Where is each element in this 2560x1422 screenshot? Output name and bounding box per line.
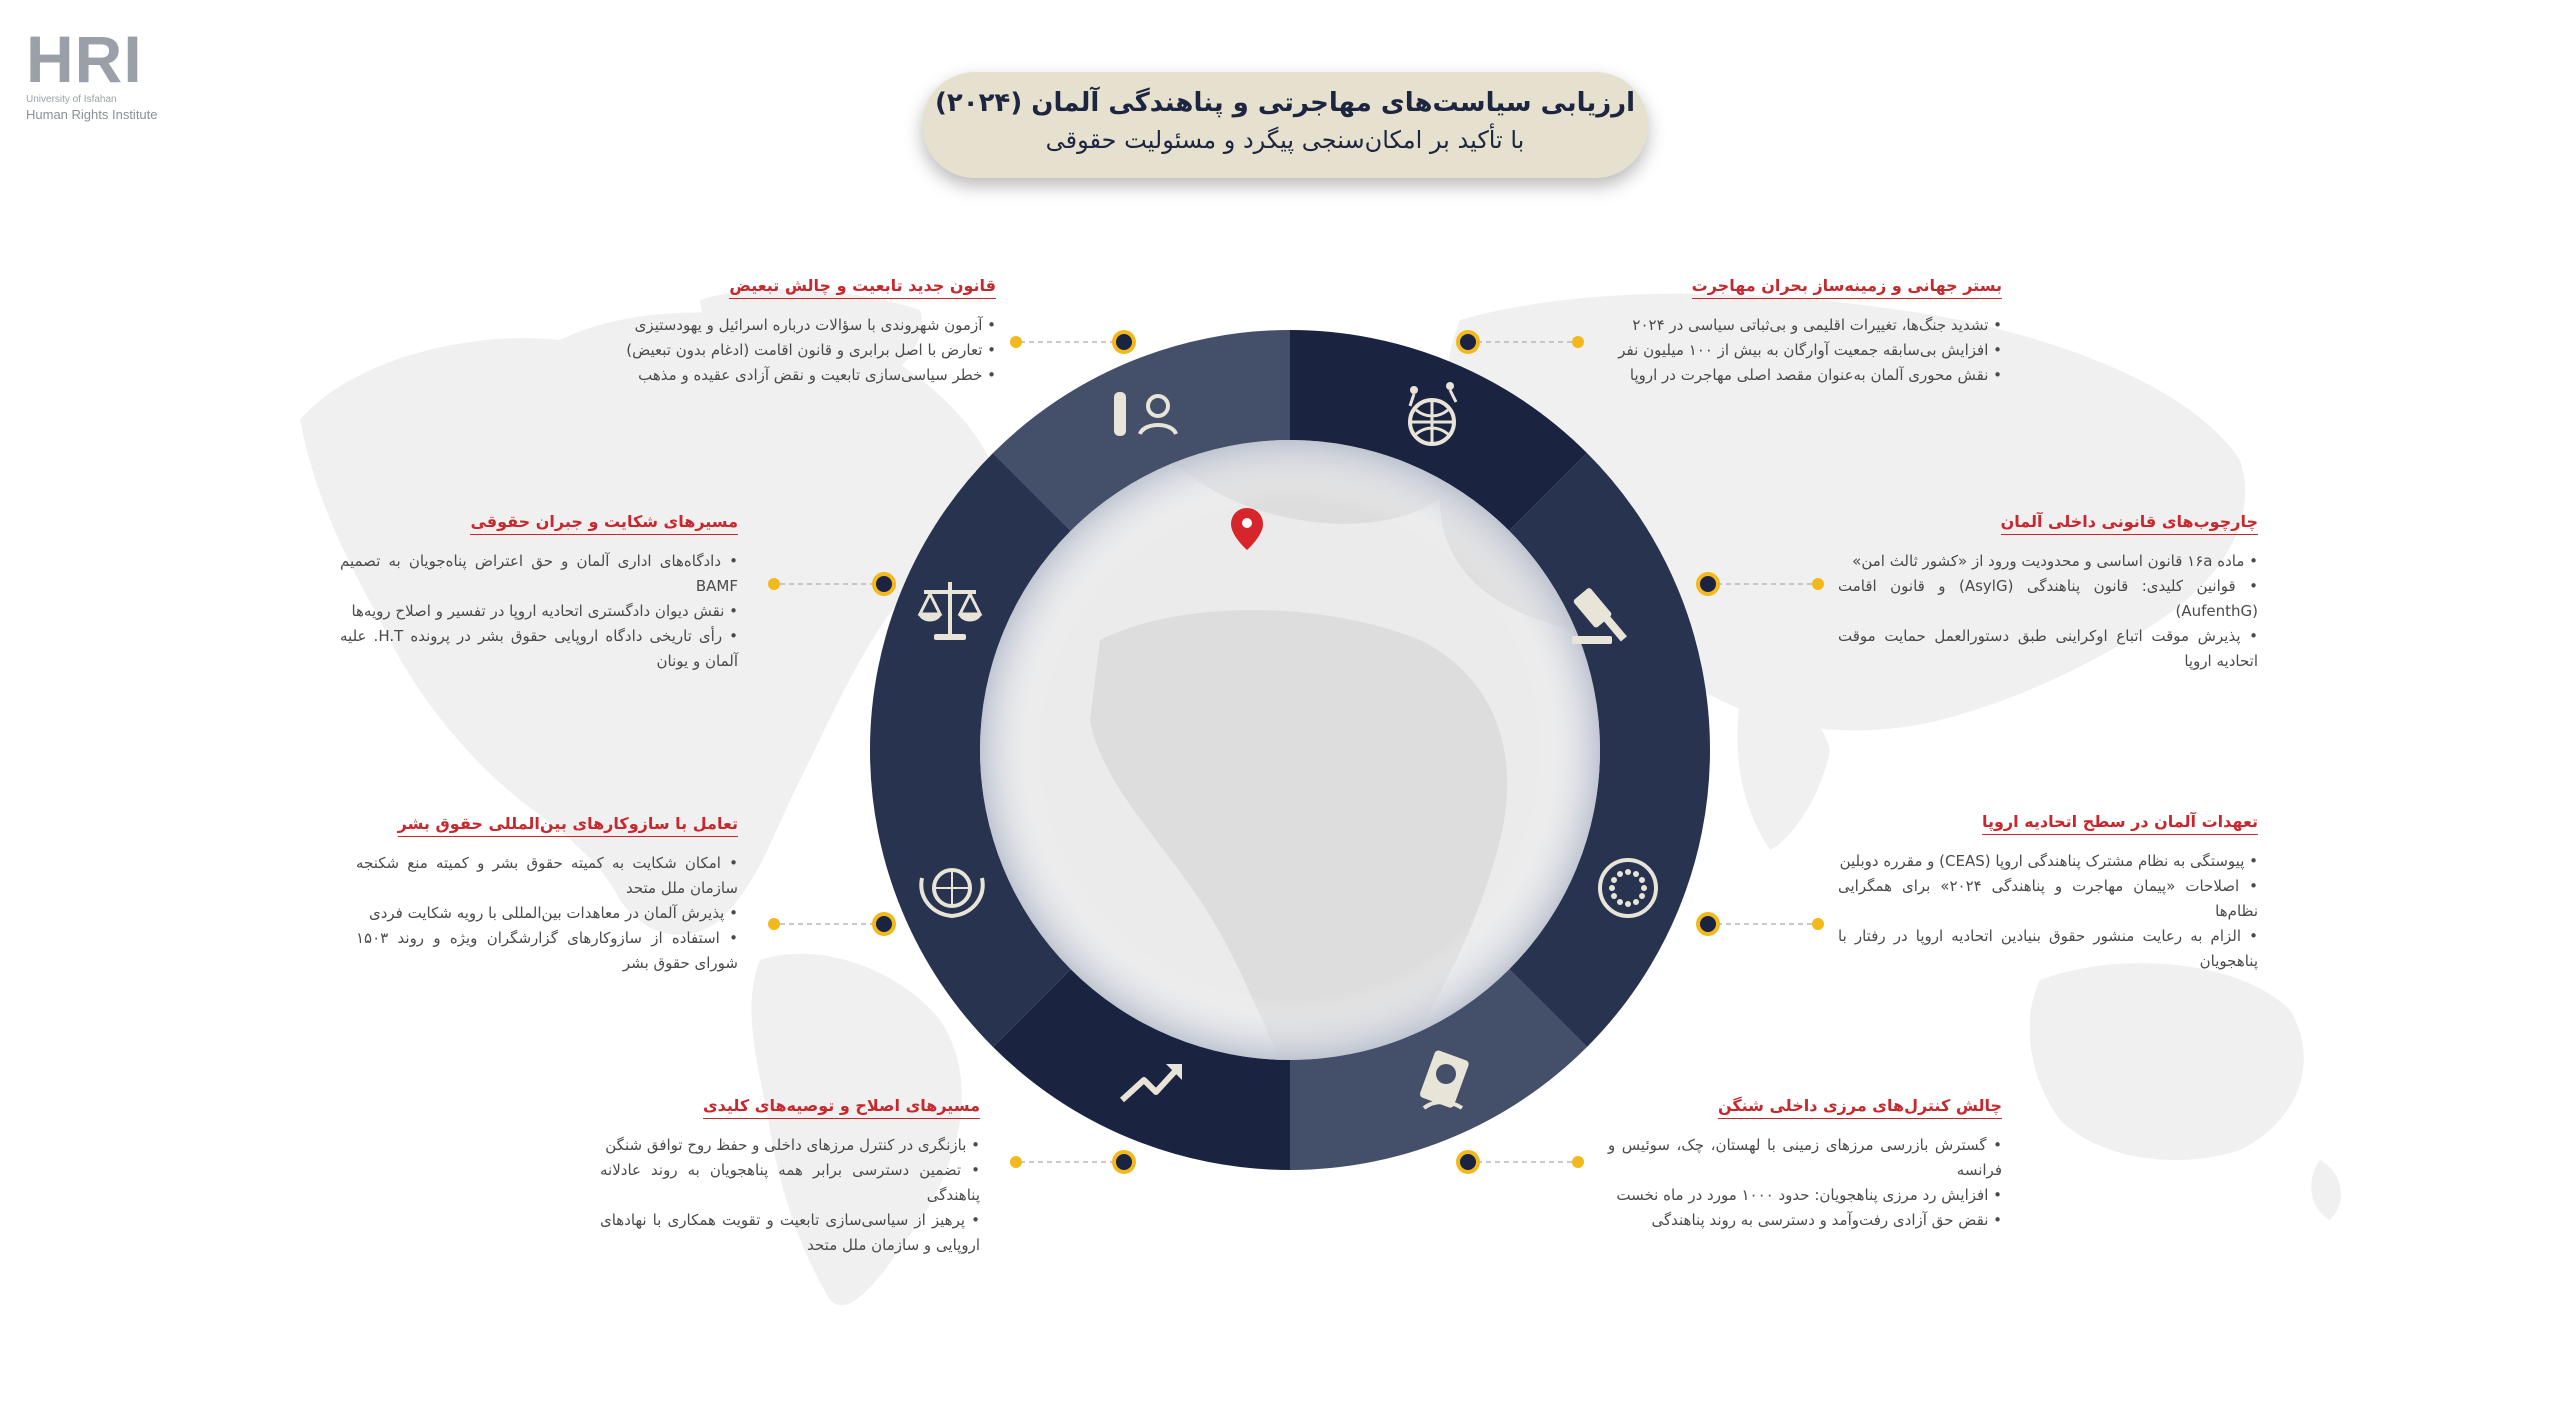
list-item: • ماده ۱۶a قانون اساسی و محدودیت ورود از «کشور ثالث امن» bbox=[1838, 549, 2258, 574]
title-banner bbox=[922, 72, 1648, 178]
block-eu-commitments bbox=[1838, 812, 2258, 974]
block-list bbox=[356, 851, 738, 976]
list-item: • تضمین دسترسی برابر همه پناهجویان به روند عادلانه پناهندگی bbox=[600, 1158, 980, 1208]
block-citizenship-law bbox=[604, 276, 996, 388]
nz-shape bbox=[2311, 1160, 2341, 1220]
list-item: • الزام به رعایت منشور حقوق بنیادین اتحادیه اروپا در رفتار با پناهجویان bbox=[1838, 924, 2258, 974]
list-item: • تعارض با اصل برابری و قانون اقامت (ادغام بدون تبعیض) bbox=[604, 338, 996, 363]
list-item: • پیوستگی به نظام مشترک پناهندگی اروپا (CEAS) و مقرره دوبلین bbox=[1838, 849, 2258, 874]
institute-logo bbox=[26, 22, 186, 136]
list-item: • نقض حق آزادی رفت‌وآمد و دسترسی به روند پناهندگی bbox=[1608, 1208, 2002, 1233]
block-list bbox=[340, 549, 738, 674]
central-ring-diagram bbox=[860, 320, 1720, 1180]
block-title: قانون جدید تابعیت و چالش تبعیض bbox=[729, 276, 996, 299]
list-item: • افزایش رد مرزی پناهجویان: حدود ۱۰۰۰ مورد در ماه نخست bbox=[1608, 1183, 2002, 1208]
block-list bbox=[600, 1133, 980, 1258]
list-item: • اصلاحات «پیمان مهاجرت و پناهندگی ۲۰۲۴» برای همگرایی نظام‌ها bbox=[1838, 874, 2258, 924]
block-global-context bbox=[1578, 276, 2002, 388]
block-international-mechanisms bbox=[356, 814, 738, 976]
list-item: • افزایش بی‌سابقه جمعیت آوارگان به بیش از ۱۰۰ میلیون نفر bbox=[1578, 338, 2002, 363]
logo-mark: HRI bbox=[26, 22, 143, 96]
list-item: • آزمون شهروندی با سؤالات درباره اسرائیل و یهودستیزی bbox=[604, 313, 996, 338]
block-reform-paths bbox=[600, 1096, 980, 1258]
block-list bbox=[604, 313, 996, 388]
page-subtitle: با تأکید بر امکان‌سنجی پیگرد و مسئولیت حقوقی bbox=[1045, 126, 1525, 154]
block-legal-frameworks bbox=[1838, 512, 2258, 674]
australia-shape bbox=[2030, 963, 2304, 1160]
list-item: • قوانین کلیدی: قانون پناهندگی (AsylG) و قانون اقامت (AufenthG) bbox=[1838, 574, 2258, 624]
list-item: • استفاده از سازوکارهای گزارشگران ویژه و روند ۱۵۰۳ شورای حقوق بشر bbox=[356, 926, 738, 976]
block-title: مسیرهای اصلاح و توصیه‌های کلیدی bbox=[703, 1096, 980, 1119]
list-item: • پرهیز از سیاسی‌سازی تابعیت و تقویت همکاری با نهادهای اروپایی و سازمان ملل متحد bbox=[600, 1208, 980, 1258]
list-item: • تشدید جنگ‌ها، تغییرات اقلیمی و بی‌ثباتی سیاسی در ۲۰۲۴ bbox=[1578, 313, 2002, 338]
list-item: • امکان شکایت به کمیته حقوق بشر و کمیته منع شکنجه سازمان ملل متحد bbox=[356, 851, 738, 901]
list-item: • بازنگری در کنترل مرزهای داخلی و حفظ روح توافق شنگن bbox=[600, 1133, 980, 1158]
block-title: چارچوب‌های قانونی داخلی آلمان bbox=[2001, 512, 2258, 535]
list-item: • گسترش بازرسی مرزهای زمینی با لهستان، چک، سوئیس و فرانسه bbox=[1608, 1133, 2002, 1183]
block-list bbox=[1608, 1133, 2002, 1233]
block-complaint-paths bbox=[340, 512, 738, 674]
block-title: مسیرهای شکایت و جبران حقوقی bbox=[470, 512, 738, 535]
block-title: چالش کنترل‌های مرزی داخلی شنگن bbox=[1718, 1096, 2002, 1119]
block-title: تعامل با سازوکارهای بین‌المللی حقوق بشر bbox=[398, 814, 738, 837]
block-title: بستر جهانی و زمینه‌ساز بحران مهاجرت bbox=[1692, 276, 2002, 299]
list-item: • پذیرش آلمان در معاهدات بین‌المللی با رویه شکایت فردی bbox=[356, 901, 738, 926]
list-item: • رأی تاریخی دادگاه اروپایی حقوق بشر در پرونده H.T. علیه آلمان و یونان bbox=[340, 624, 738, 674]
logo-university: University of Isfahan bbox=[26, 94, 117, 105]
block-list bbox=[1578, 313, 2002, 388]
list-item: • نقش محوری آلمان به‌عنوان مقصد اصلی مهاجرت در اروپا bbox=[1578, 363, 2002, 388]
list-item: • پذیرش موقت اتباع اوکراینی طبق دستورالعمل حمایت موقت اتحادیه اروپا bbox=[1838, 624, 2258, 674]
block-schengen-border bbox=[1608, 1096, 2002, 1233]
block-title: تعهدات آلمان در سطح اتحادیه اروپا bbox=[1982, 812, 2258, 835]
page-title: ارزیابی سیاست‌های مهاجرتی و پناهندگی آلمان (۲۰۲۴) bbox=[934, 88, 1636, 118]
block-list bbox=[1838, 549, 2258, 674]
list-item: • نقش دیوان دادگستری اتحادیه اروپا در تفسیر و اصلاح رویه‌ها bbox=[340, 599, 738, 624]
list-item: • خطر سیاسی‌سازی تابعیت و نقض آزادی عقیده و مذهب bbox=[604, 363, 996, 388]
ring-inner-disc bbox=[980, 440, 1600, 1060]
list-item: • دادگاه‌های اداری آلمان و حق اعتراض پناه‌جویان به تصمیم BAMF bbox=[340, 549, 738, 599]
block-list bbox=[1838, 849, 2258, 974]
logo-institute-name: Human Rights Institute bbox=[26, 107, 158, 122]
